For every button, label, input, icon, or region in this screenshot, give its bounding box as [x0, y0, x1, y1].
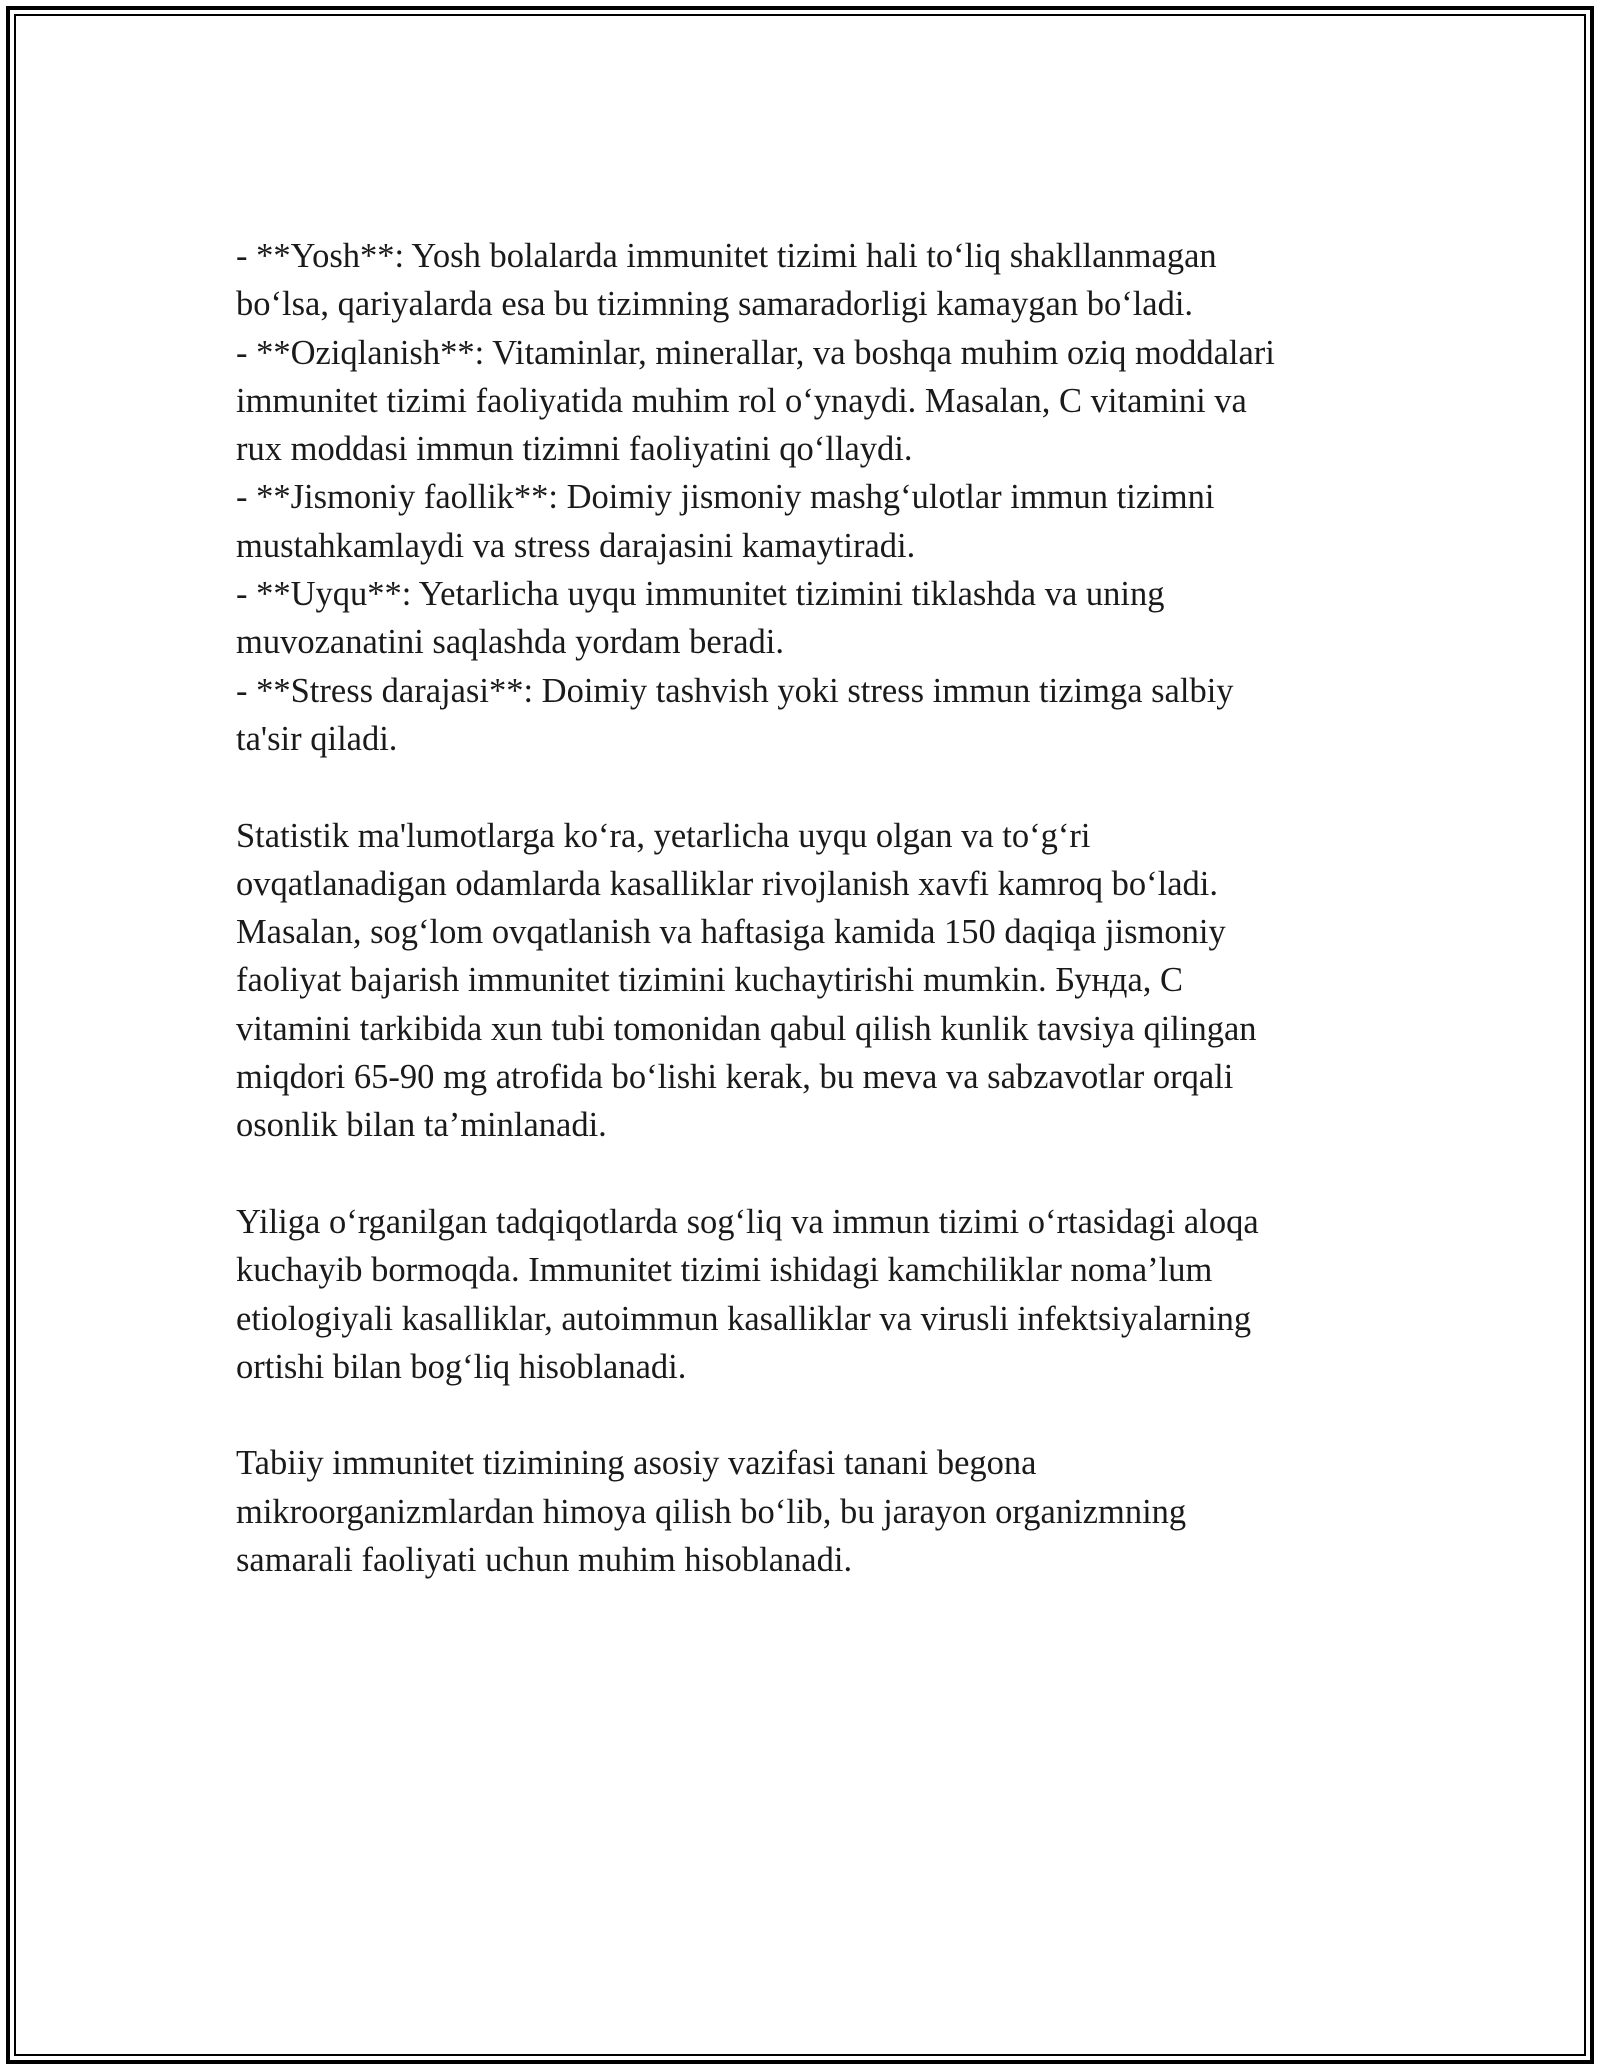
list-item-yosh-line-2: bo‘lsa, qariyalarda esa bu tizimning samaradorligi kamaygan bo‘ladi.: [236, 285, 1194, 324]
list-item-oziqlanish-line-1: - **Oziqlanish**: Vitaminlar, minerallar, va boshqa muhim oziq moddalari: [236, 333, 1275, 372]
paragraph-research-line-3: etiologiyali kasalliklar, autoimmun kasalliklar va virusli infektsiyalarning: [236, 1299, 1252, 1338]
paragraph-statistics-line-5: vitamini tarkibida xun tubi tomonidan qabul qilish kunlik tavsiya qilingan: [236, 1009, 1257, 1048]
paragraph-statistics-line-3: Masalan, sog‘lom ovqatlanish va haftasiga kamida 150 daqiqa jismoniy: [236, 913, 1226, 952]
list-item-uyqu-line-2: muvozanatini saqlashda yordam beradi.: [236, 623, 784, 662]
document-body: [236, 232, 1376, 1584]
factor-list: [236, 232, 1376, 763]
paragraph-natural-immunity-line-1: Tabiiy immunitet tizimining asosiy vazifasi tanani begona: [236, 1444, 1037, 1483]
list-item-oziqlanish-line-3: rux moddasi immun tizimni faoliyatini qo‘llaydi.: [236, 430, 913, 469]
paragraph-natural-immunity-line-2: mikroorganizmlardan himoya qilish bo‘lib, bu jarayon organizmning: [236, 1492, 1187, 1531]
paragraph-statistics-line-7: osonlik bilan ta’minlanadi.: [236, 1106, 607, 1145]
paragraph-research-line-1: Yiliga o‘rganilgan tadqiqotlarda sog‘liq va immun tizimi o‘rtasidagi aloqa: [236, 1202, 1259, 1241]
paragraph-statistics: [236, 812, 1376, 1150]
paragraph-statistics-line-4: faoliyat bajarish immunitet tizimini kuchaytirishi mumkin. Бунда, C: [236, 961, 1184, 1000]
list-item-stress-line-1: - **Stress darajasi**: Doimiy tashvish yoki stress immun tizimga salbiy: [236, 671, 1234, 710]
list-item-yosh-line-1: - **Yosh**: Yosh bolalarda immunitet tizimi hali to‘liq shakllanmagan: [236, 237, 1217, 275]
paragraph-statistics-line-1: Statistik ma'lumotlarga ko‘ra, yetarlicha uyqu olgan va to‘g‘ri: [236, 816, 1091, 855]
paragraph-natural-immunity-line-3: samarali faoliyati uchun muhim hisoblanadi.: [236, 1541, 853, 1580]
list-item-stress-line-2: ta'sir qiladi.: [236, 719, 398, 758]
paragraph-natural-immunity: [236, 1439, 1376, 1584]
list-item-jismoniy-faollik-line-1: - **Jismoniy faollik**: Doimiy jismoniy mashg‘ulotlar immun tizimni: [236, 478, 1215, 517]
paragraph-research: [236, 1198, 1376, 1391]
list-item-oziqlanish-line-2: immunitet tizimi faoliyatida muhim rol o‘ynaydi. Masalan, C vitamini va: [236, 381, 1247, 420]
list-item-jismoniy-faollik-line-2: mustahkamlaydi va stress darajasini kamaytiradi.: [236, 526, 916, 565]
paragraph-statistics-line-6: miqdori 65-90 mg atrofida bo‘lishi kerak, bu meva va sabzavotlar orqali: [236, 1058, 1234, 1097]
paragraph-research-line-4: ortishi bilan bog‘liq hisoblanadi.: [236, 1347, 687, 1386]
paragraph-statistics-line-2: ovqatlanadigan odamlarda kasalliklar rivojlanish xavfi kamroq bo‘ladi.: [236, 864, 1218, 903]
paragraph-research-line-2: kuchayib bormoqda. Immunitet tizimi ishidagi kamchiliklar noma’lum: [236, 1251, 1213, 1290]
list-item-uyqu-line-1: - **Uyqu**: Yetarlicha uyqu immunitet tizimini tiklashda va uning: [236, 575, 1165, 614]
